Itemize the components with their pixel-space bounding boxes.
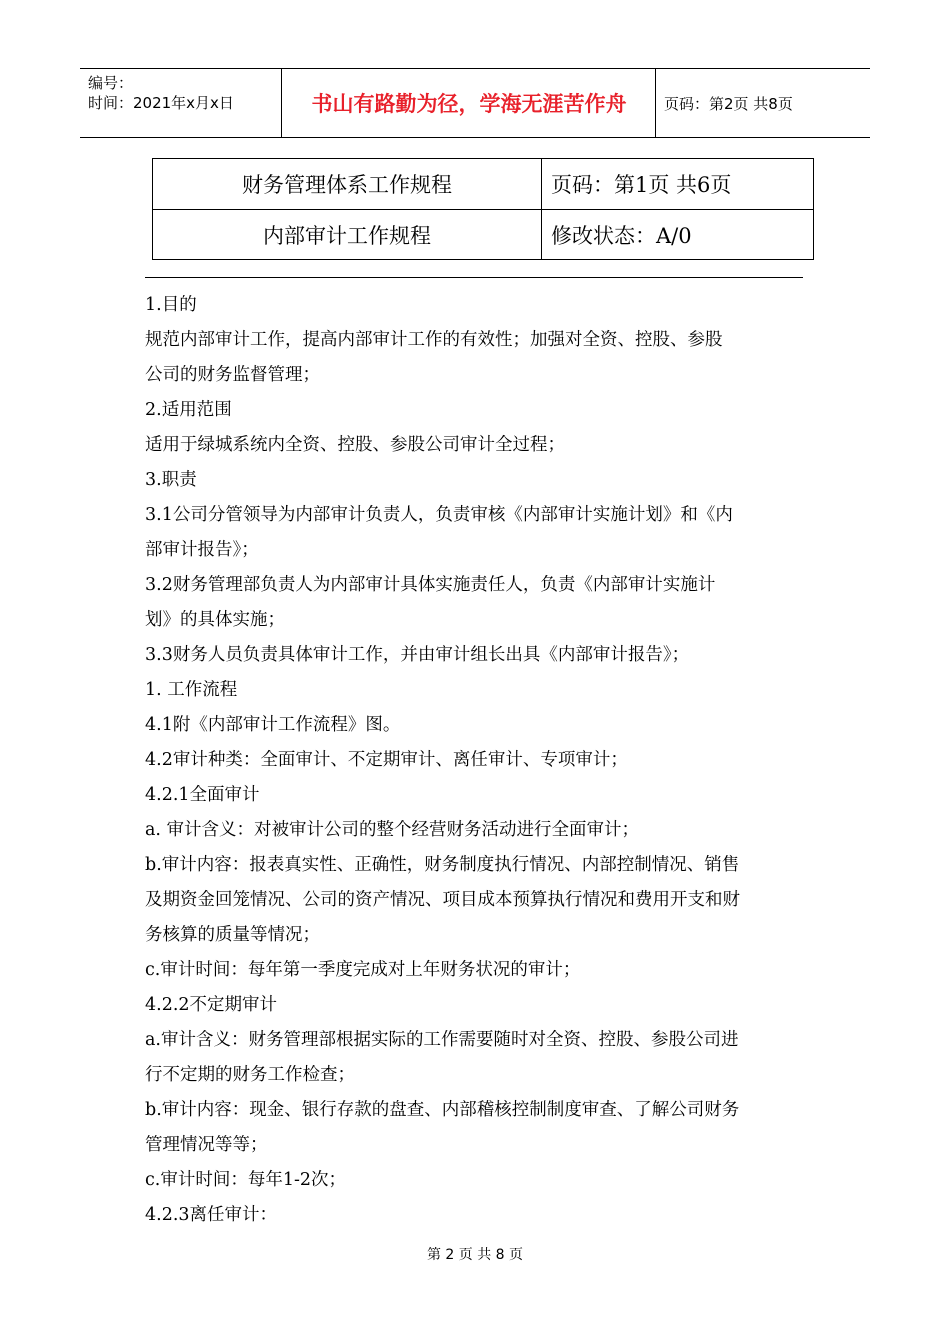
doc-table-row [153, 210, 813, 260]
body-line: c.审计时间：每年第一季度完成对上年财务状况的审计； [145, 960, 581, 980]
body-line: 4.2审计种类：全面审计、不定期审计、离任审计、专项审计； [145, 750, 628, 770]
body-line: 3.3财务人员负责具体审计工作，并由审计组长出具《内部审计报告》； [145, 645, 690, 665]
body-line: 务核算的质量等情况； [145, 925, 320, 945]
body-line: 4.2.1全面审计 [145, 785, 260, 805]
body-line: 3.1公司分管领导为内部审计负责人，负责审核《内部审计实施计划》和《内 [145, 505, 733, 525]
body-line: b.审计内容：现金、银行存款的盘查、内部稽核控制制度审查、了解公司财务 [145, 1100, 740, 1120]
header-meta [80, 69, 282, 137]
body-line: 适用于绿城系统内全资、控股、参股公司审计全过程； [145, 435, 565, 455]
doc-revision: 修改状态：A/0 [551, 224, 692, 248]
body-line: a. 审计含义：对被审计公司的整个经营财务活动进行全面审计； [145, 820, 640, 840]
body-line: 1. 工作流程 [145, 680, 238, 700]
body-line: 行不定期的财务工作检查； [145, 1065, 355, 1085]
body-line: c.审计时间：每年1-2次； [145, 1170, 347, 1190]
body-line: a.审计含义：财务管理部根据实际的工作需要随时对全资、控股、参股公司进 [145, 1030, 739, 1050]
body-line: 规范内部审计工作，提高内部审计工作的有效性；加强对全资、控股、参股 [145, 330, 723, 350]
doc-page: 页码：第1页 共6页 [551, 173, 732, 197]
body-line: 部审计报告》； [145, 540, 259, 560]
header-page-info: 页码：第2页 共8页 [664, 94, 793, 113]
body-line: 2.适用范围 [145, 400, 232, 420]
document-header-table [152, 158, 814, 260]
body-line: 及期资金回笼情况、公司的资产情况、项目成本预算执行情况和费用开支和财 [145, 890, 740, 910]
header-motto: 书山有路勤为径，学海无涯苦作舟 [283, 69, 656, 137]
time-label: 时间：2021年x月x日 [88, 94, 234, 112]
body-line: 4.2.2不定期审计 [145, 995, 278, 1015]
body-line: 1.目的 [145, 295, 197, 315]
page-header [80, 68, 870, 138]
body-line: 3.职责 [145, 470, 197, 490]
body-line: 4.2.3离任审计： [145, 1205, 278, 1225]
body-line: 3.2财务管理部负责人为内部审计具体实施责任人，负责《内部审计实施计 [145, 575, 716, 595]
body-line: 4.1附《内部审计工作流程》图。 [145, 715, 401, 735]
body-line: 划》的具体实施； [145, 610, 285, 630]
page-footer: 第 2 页 共 8 页 [426, 1247, 524, 1263]
body-line: b.审计内容：报表真实性、正确性，财务制度执行情况、内部控制情况、销售 [145, 855, 740, 875]
doc-subtitle: 内部审计工作规程 [153, 210, 542, 260]
document-body [145, 288, 805, 1233]
number-label: 编号： [88, 74, 134, 92]
header-divider [145, 277, 803, 278]
body-line: 公司的财务监督管理； [145, 365, 320, 385]
body-line: 管理情况等等； [145, 1135, 268, 1155]
doc-title: 财务管理体系工作规程 [153, 159, 542, 209]
doc-table-row [153, 159, 813, 210]
